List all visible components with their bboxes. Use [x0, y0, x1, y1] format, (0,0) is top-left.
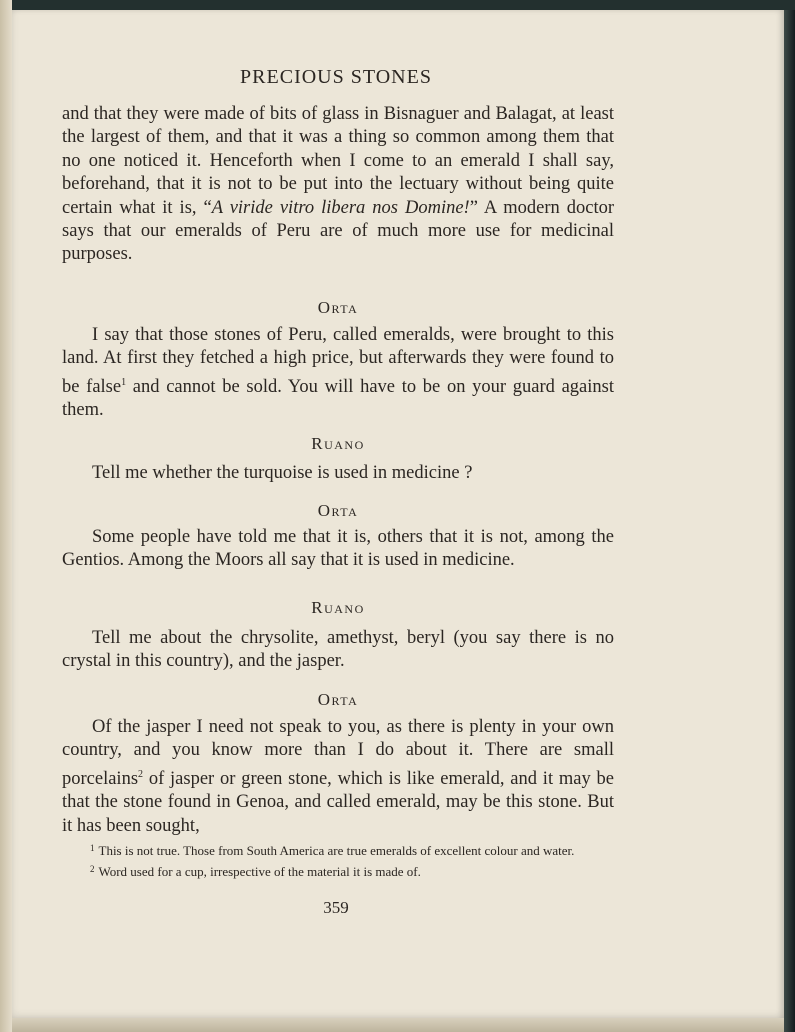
paragraph-6-text-a: Of the jasper I need not speak to you, as there is plenty in your own country, and you know more than I do about it. There are small porcelains [62, 717, 614, 789]
paragraph-2-text-b: and cannot be sold. You will have to be on your guard against them. [62, 376, 614, 421]
paragraph-2-text-a: I say that those stones of Peru, called emeralds, were brought to this land. At first they fetched a high price, but afterwards they were found to be false [62, 325, 614, 397]
footnote-1-mark: 1 [90, 843, 95, 853]
paragraph-1 [62, 103, 614, 267]
paragraph-1-text-a: and that they were made of bits of glass in Bisnaguer and Balagat, at least the largest of them, and that it was a thing so common among them that no one noticed it. Henceforth when I come to an emerald I shall say, beforehand, that it is not to be put into the lectuary without being quite certain what it is, “ [62, 104, 614, 218]
footnote-ref-1: 1 [121, 376, 127, 388]
paragraph-2 [62, 324, 614, 423]
speaker-label: Orta [317, 690, 359, 709]
paragraph-6-text-b: of jasper or green stone, which is like emerald, and it may be that the stone found in Genoa, and called emerald, may be this stone. But it has been sought, [62, 768, 614, 836]
book-spine-edge [0, 0, 12, 1032]
page-bottom-edge [12, 1018, 784, 1032]
speaker-label: Ruano [311, 598, 365, 617]
footnotes [62, 840, 622, 880]
paragraph-6 [62, 716, 614, 838]
footnote-1 [62, 840, 622, 859]
page-right-shadow [784, 10, 795, 1032]
footnote-1-text: This is not true. Those from South America are true emeralds of excellent colour and water. [98, 843, 575, 858]
page-number: 359 [323, 898, 349, 917]
footnote-ref-2: 2 [138, 768, 144, 780]
footnote-2-mark: 2 [90, 864, 95, 874]
paragraph-5: Tell me about the chrysolite, amethyst, beryl (you say there is no crystal in this country), and the jasper. [62, 628, 614, 672]
speaker-label: Orta [317, 298, 359, 317]
latin-phrase: A viride vitro libera nos Domine! [211, 197, 470, 218]
speaker-label: Orta [317, 501, 359, 520]
paragraph-1-text-b: ” A modern doctor says that our emeralds of Peru are of much more use for medicinal purposes. [62, 197, 614, 265]
footnote-2-text: Word used for a cup, irrespective of the material it is made of. [98, 864, 421, 879]
running-head: PRECIOUS STONES [240, 66, 432, 88]
paragraph-3: Tell me whether the turquoise is used in medicine ? [92, 463, 473, 483]
paragraph-4: Some people have told me that it is, others that it is not, among the Gentios. Among the Moors all say that it is used in medicine. [62, 527, 614, 571]
speaker-label: Ruano [311, 434, 365, 453]
footnote-2 [62, 861, 622, 880]
